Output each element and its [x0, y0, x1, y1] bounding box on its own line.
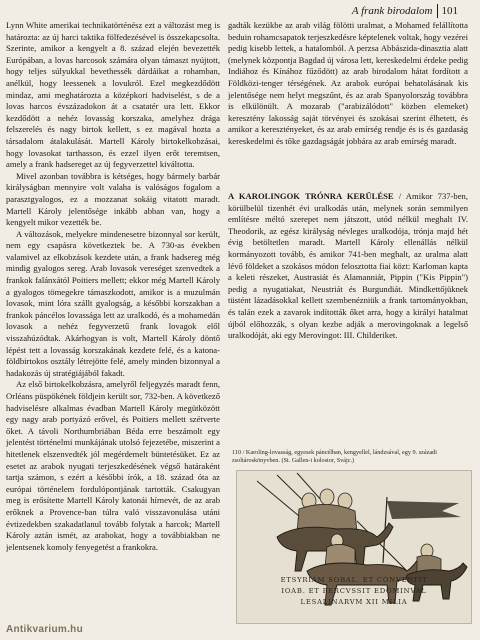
left-paragraph-2: Mivel azonban továbbra is kétséges, hogy bármely barbár királyságban mennyire volt valaha is valóságos fogalom a parasztgyalogos, ez a mozzanat sokáig vitatott maradt. Martell Károly jelentősége inkább abban van, hogy a kengyelt mikor vezették be.: [6, 170, 220, 228]
section-paragraph: [228, 191, 468, 342]
figure-inscription: [241, 575, 467, 608]
left-text-column: [6, 20, 220, 618]
right-text-column-top: [228, 20, 468, 180]
right-paragraph-1: gadták kezükbe az arab világ fölötti uralmat, a Mohamed felállította beduin rohamcsapatok terjeszkedésre képtelenek voltak, hogy vezérei pedig kisebb lettek, a hatalomból. A perzsa Abbászida-dinasztia alatt (melynek központja Bagdad új városa lett, kereskedelmi érdeke pedig Indiához és Kínához fűződött) az arab birodalom hátat fordított a Földközi-tenger térségének. Az arabok európai behatolásának kis jelentősége nem helyt megszűnt, és az arab Spanyolország továbbra is elkülönült. A mozarab ("arabizálódott" közben elemeket) keresztény lakosság saját törvényei és szokásai szerint élhetett, és amikor a keresztényeket, és az arab emírség rendje és is és gazdaság kereskedelmi és tőke gazdagságát jobbára az arab emírség maradt.: [228, 20, 468, 146]
section-body: / Amikor 737-ben, körülbelül tizenhét évi uralkodás után, melynek során semmilyen említésre méltó szerepet nem játszott, utód nélkül meghalt IV. Theodorik, az egész királyság névleges uralkodója, trónja majd hét évig betöltetlen maradt. Martell Károly ellenállás nélkül kormányozott tovább, és amikor 741-ben meghalt, az uralma alatt lévő földeket a szokásos módon felosztotta fiai közt: Karloman kapta a keleti részeket, Austrasiát és Alamanniát, Pippin ("Kis Pippin") pedig a nyugatiakat, Neustriát és Burgundiát. Mindkettőjüknek tüstént lázadásokkal kellett szembenézniük a frank tartományokban, és talán ezek a zavarok indították őket arra, hogy a királyi hatalmat újból előhozzák, s olyan kezbe adják a merovingoknak a legelső uralkodóját, aki egy Merovingot: III. Childeriket.: [228, 191, 468, 341]
left-paragraph-3: A változások, melyekre mindenesetre bizonnyal sor került, nem egy csapásra következtek be. A 730-as években valamivel az elkobzások kezdete után, a frank hadsereg még mindig gyalogos sereg. Arab lovasok vereséget szenvedtek a frankok falánxától Poitiers mellett; ekkor még Martell Károly a gyalogos tömegekre támaszkodott, amikor is a muzulmán lovasok, mint lóra szállt gyalogság, a későbbi korszakban a frankok páncélos lovassága lett az uralkodó, és a mohamedán lovasok a nehéz fegyverzetű frank lovagok elől visszahúzódtak. Akárhogyan is volt, Martell Károly döntő lépést tett a lovasság korszakának kezdete felé, és a katona-földbirtokos osztály létrejötte felé, amely minden bizonnyal a hadakozás új stratégiájából fakadt.: [6, 228, 220, 378]
manuscript-illustration: [236, 470, 472, 624]
section-text: [228, 191, 468, 421]
header-divider: [437, 4, 438, 18]
page-number: 101: [441, 5, 458, 17]
section-heading: A KAROLINGOK TRÓNRA KERÜLÉSE: [228, 191, 394, 201]
figure-caption: 110 / Karoling-lovasság, egyesek páncélban, kengyellel, lándzsával, egy 9. századi zsoltároskönyvben. (St. Gallen-i kolostor, Svájc.): [232, 449, 437, 464]
inscription-line-2: IOAB. ET PERCVSSIT EDOMINVAL: [281, 587, 427, 595]
running-header: [352, 3, 458, 19]
watermark-logo: Antikvarium.hu: [6, 624, 83, 635]
left-paragraph-4: Az első birtokelkobzásra, amelyről feljegyzés maradt fenn, Orléans püspökének földjein került sor, 732-ben. A következő hadviselésre alkalmas évadban Martell Károly megütközött egy nagy arab portyázó erővel, és Poitiers mellett szétverte őket. A távoli Northumbriában Béda erre beszámolt egy jelentést történelmi munkájának utolsó fejezetébe, miszerint a hitetlenek elszenvedték jól megérdemelt büntetésüket. Ez az esetet az arabok nyugati terjeszkedésének végső határaként tartja számon, s ezért a későbbi írók, a 18. század óta az európai történelem fordulópontjának tartották. Csakugyan meg is erősítette Martell Károly katonái hírnevét, de az arab erőknek a Provence-ban túlra való visszavonulása utáni évtizedekben szakadatlanul tovább folytak a harcok; Martell Károly aztán ismét, az arabokat, hogy a továbbiakban ne jelentsenek komoly fenyegetést a frankokra.: [6, 379, 220, 552]
left-paragraph-1: Lynn White amerikai technikatörténész ezt a változást meg is határozta: az új harci taktika fölfedezésével is összekapcsolta. Szerinte, amikor a kengyelt a 8. század elején bevezették Európában, a lovas harcosok számára olyan támaszt nyújtott, hogy teljes súlyukkal bevethessék dárdáikat a rohamban, anélkül, hogy leessenek a lovukról. Ezel megkezdődött mindaz, ami meghatározta a középkori hadviselést, s de a lovas harcos évszázadokon át a csatatér ura lett. Ekkor kezdődött a nehéz lovasság korszaka, amelyhez drága felszerelés és nagy birtok kellett, s ez magával hozta a társadalom átalakulását. Martell Károly birtokelkobzásai, hogy lovasokat tarthasson, és ezzel ilyen erőt teremtsen, amely a frank hadsereget az új fegyverzettel kiváltotta.: [6, 20, 220, 170]
running-title: A frank birodalom: [351, 5, 433, 17]
inscription-line-1: ETSYRIAM SOBAL. ET CONVERTIT: [280, 576, 428, 584]
inscription-line-3: LESALINARVM XII MILIA: [300, 598, 408, 606]
